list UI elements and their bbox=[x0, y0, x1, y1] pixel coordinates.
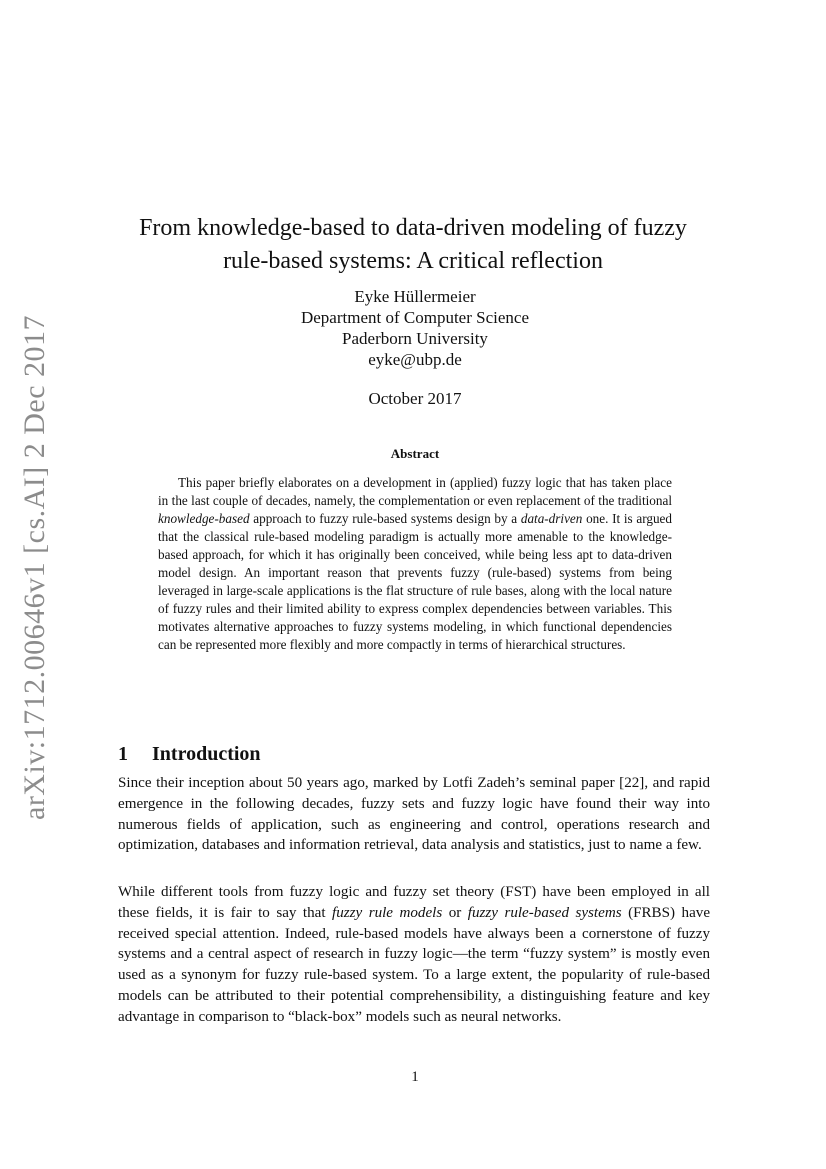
intro-p2-text-b: or bbox=[442, 904, 468, 921]
author-email: eyke@ubp.de bbox=[368, 350, 462, 369]
author-department: Department of Computer Science bbox=[300, 308, 529, 327]
intro-p2-text-c: (FRBS) have received special attention. Indeed, rule-based models have always been a cornerstone of fuzzy systems and a central aspect of research in fuzzy logic—the term “fuzzy system” is mostly even used as a synonym for fuzzy rule-based system. To a large extent, the popularity of rule-based models can be attributed to their potential comprehensibility, a distinguishing feature and key advantage in comparison to “black-box” models such as neural networks. bbox=[118, 904, 711, 1025]
author-university: Paderborn University bbox=[342, 329, 488, 348]
abstract-emphasis-data-driven: data-driven bbox=[520, 511, 583, 527]
abstract-paragraph bbox=[158, 474, 672, 654]
intro-paragraph-1 bbox=[118, 773, 710, 856]
intro-p2-emphasis-frbs: fuzzy rule-based systems bbox=[467, 904, 622, 921]
abstract-text-3: one. It is argued that the classical rule-based modeling paradigm is actually more amenable to the knowledge-based approach, for which it has originally been conceived, while being less apt to data-driven model design. An important reason that prevents fuzzy (rule-based) systems from being leveraged in large-scale applications is the flat structure of rule bases, along with the local nature of fuzzy rules and their limited ability to express complex dependencies between variables. This motivates alternative approaches to fuzzy systems modeling, in which functional dependencies can be represented more flexibly and more compactly in terms of hierarchical structures. bbox=[158, 511, 672, 653]
abstract-text-2: approach to fuzzy rule-based systems design by a bbox=[249, 511, 521, 527]
abstract-body bbox=[158, 474, 672, 654]
section-number: 1 bbox=[118, 742, 128, 765]
section-heading-introduction bbox=[118, 743, 261, 766]
intro-paragraph-2-text bbox=[118, 882, 710, 1028]
intro-p2-emphasis-fuzzy-rule-models: fuzzy rule models bbox=[332, 904, 443, 921]
abstract-text-1: This paper briefly elaborates on a development in (applied) fuzzy logic that has taken place in the last couple of decades, namely, the complementation or even replacement of the traditional bbox=[158, 475, 672, 509]
author-block bbox=[230, 286, 600, 370]
publication-date: October 2017 bbox=[368, 389, 462, 408]
page-number: 1 bbox=[411, 1069, 419, 1085]
paper-title bbox=[118, 212, 708, 278]
paper-title-line-2: rule-based systems: A critical reflection bbox=[223, 248, 603, 275]
section-title: Introduction bbox=[152, 742, 261, 765]
abstract-heading: Abstract bbox=[390, 446, 440, 461]
intro-paragraph-2 bbox=[118, 882, 710, 1028]
paper-title-line-1: From knowledge-based to data-driven modeling of fuzzy bbox=[139, 215, 687, 242]
arxiv-identifier-stamp: arXiv:1712.00646v1 [cs.AI] 2 Dec 2017 bbox=[18, 314, 51, 820]
intro-p2-text-a: While different tools from fuzzy logic and fuzzy set theory (FST) have been employed in all these fields, it is fair to say that bbox=[118, 884, 710, 921]
author-name: Eyke Hüllermeier bbox=[354, 287, 476, 306]
intro-paragraph-1-text: Since their inception about 50 years ago, marked by Lotfi Zadeh’s seminal paper [22], and rapid emergence in the following decades, fuzzy sets and fuzzy logic have found their way into numerous fields of application, such as engineering and control, operations research and optimization, databases and information retrieval, data analysis and statistics, just to name a few. bbox=[118, 775, 710, 854]
abstract-emphasis-knowledge-based: knowledge-based bbox=[158, 511, 250, 527]
